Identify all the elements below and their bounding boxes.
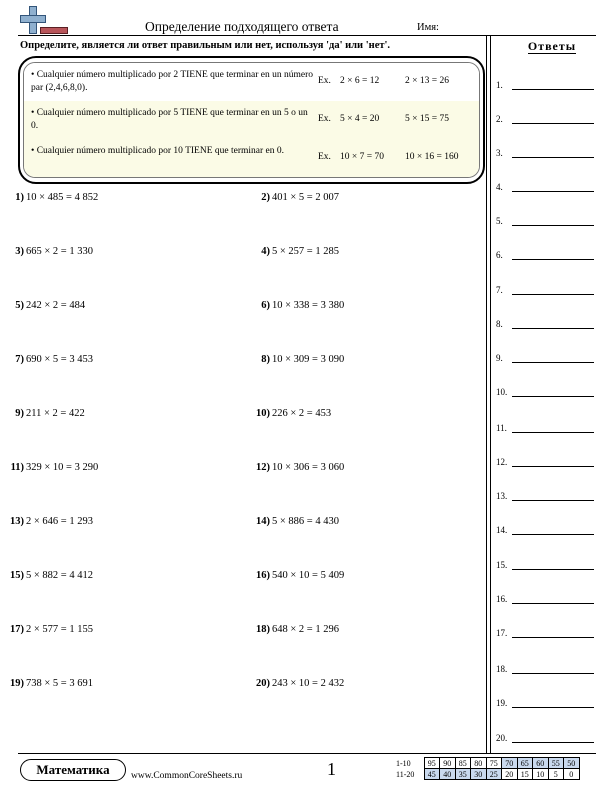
problem-number: 20) (256, 678, 270, 689)
answer-line[interactable] (496, 80, 596, 94)
answer-line[interactable] (496, 698, 596, 712)
score-cell: 95 (424, 758, 440, 769)
example-label: Ex. (318, 76, 331, 86)
score-cell: 85 (455, 758, 471, 769)
score-cell: 0 (564, 769, 580, 780)
problem-expression: 648 × 2 = 1 296 (272, 624, 339, 635)
problem-number: 17) (10, 624, 24, 635)
problem-expression: 243 × 10 = 2 432 (272, 678, 345, 689)
answer-number: 12. (496, 457, 508, 467)
problem-expression: 540 × 10 = 5 409 (272, 570, 345, 581)
problem-expression: 5 × 257 = 1 285 (272, 246, 339, 257)
answers-title (492, 39, 612, 54)
answer-number: 9. (496, 353, 503, 363)
answer-line[interactable] (496, 319, 596, 333)
score-cell: 65 (517, 758, 533, 769)
answer-blank[interactable] (512, 466, 594, 467)
answer-blank[interactable] (512, 603, 594, 604)
answer-blank[interactable] (512, 157, 594, 158)
problem-number: 2) (261, 192, 270, 203)
problem-number: 8) (261, 354, 270, 365)
answer-line[interactable] (496, 387, 596, 401)
answer-blank[interactable] (512, 569, 594, 570)
worksheet-title: Определение подходящего ответа (145, 19, 339, 34)
answer-blank[interactable] (512, 89, 594, 90)
problem-expression: 690 × 5 = 3 453 (26, 354, 93, 365)
problem-expression: 10 × 306 = 3 060 (272, 462, 345, 473)
answer-number: 10. (496, 387, 508, 397)
score-cell: 75 (486, 758, 502, 769)
answer-blank[interactable] (512, 294, 594, 295)
answer-blank[interactable] (512, 673, 594, 674)
example-label: Ex. (318, 114, 331, 124)
answer-blank[interactable] (512, 432, 594, 433)
problem-number: 11) (10, 462, 24, 473)
answer-blank[interactable] (512, 396, 594, 397)
problem-expression: 10 × 338 = 3 380 (272, 300, 345, 311)
answer-blank[interactable] (512, 742, 594, 743)
answer-number: 11. (496, 423, 507, 433)
example-1: 2 × 6 = 12 (340, 76, 380, 86)
answer-number: 15. (496, 560, 508, 570)
brand-badge: Математика (20, 759, 126, 781)
bottom-divider (18, 753, 596, 754)
answer-line[interactable] (496, 733, 596, 747)
problem-number: 16) (256, 570, 270, 581)
score-cell: 60 (533, 758, 549, 769)
answer-column-divider (486, 35, 487, 753)
answer-number: 5. (496, 216, 503, 226)
rules-box (23, 62, 480, 178)
score-row (396, 769, 579, 780)
top-divider (18, 35, 596, 36)
answer-line[interactable] (496, 423, 596, 437)
problem-expression: 5 × 886 = 4 430 (272, 516, 339, 527)
problem-expression: 5 × 882 = 4 412 (26, 570, 93, 581)
score-cell: 70 (502, 758, 518, 769)
problem-number: 19) (10, 678, 24, 689)
problem-number: 18) (256, 624, 270, 635)
score-cell: 35 (455, 769, 471, 780)
site-url: www.CommonCoreSheets.ru (131, 771, 243, 781)
plus-icon-horizontal (20, 15, 46, 23)
answer-number: 19. (496, 698, 508, 708)
problem-number: 12) (256, 462, 270, 473)
score-cell: 50 (564, 758, 580, 769)
problem-expression: 10 × 309 = 3 090 (272, 354, 345, 365)
problem-number: 13) (10, 516, 24, 527)
problem-number: 14) (256, 516, 270, 527)
problem-expression: 226 × 2 = 453 (272, 408, 332, 419)
answer-number: 7. (496, 285, 503, 295)
problem-number: 4) (261, 246, 270, 257)
answer-number: 2. (496, 114, 503, 124)
answer-line[interactable] (496, 353, 596, 367)
problem-number: 6) (261, 300, 270, 311)
answer-line[interactable] (496, 182, 596, 196)
score-row (396, 758, 579, 769)
answer-blank[interactable] (512, 534, 594, 535)
answer-line[interactable] (496, 148, 596, 162)
example-1: 10 × 7 = 70 (340, 152, 384, 162)
answer-blank[interactable] (512, 259, 594, 260)
problem-number: 10) (256, 408, 270, 419)
example-1: 5 × 4 = 20 (340, 114, 380, 124)
answer-line[interactable] (496, 491, 596, 505)
rule-row (24, 101, 479, 139)
problem-expression: 738 × 5 = 3 691 (26, 678, 93, 689)
answer-number: 6. (496, 250, 503, 260)
answer-number: 16. (496, 594, 508, 604)
score-cell: 20 (502, 769, 518, 780)
answer-line[interactable] (496, 594, 596, 608)
problem-expression: 665 × 2 = 1 330 (26, 246, 93, 257)
rule-text: • Cualquier número multiplicado por 10 TIENE que terminar en 0. (31, 146, 284, 156)
score-row-label: 1-10 (396, 758, 411, 768)
answer-number: 3. (496, 148, 503, 158)
example-2: 2 × 13 = 26 (405, 76, 449, 86)
example-2: 10 × 16 = 160 (405, 152, 459, 162)
answer-blank[interactable] (512, 362, 594, 363)
rule-text: • Cualquier número multiplicado por 5 TIENE que terminar en un 5 o un 0. (31, 108, 308, 131)
problem-number: 3) (15, 246, 24, 257)
minus-bar-icon (40, 27, 68, 34)
answer-number: 18. (496, 664, 508, 674)
score-cell: 80 (471, 758, 487, 769)
problem-expression: 2 × 577 = 1 155 (26, 624, 93, 635)
score-cell: 5 (548, 769, 564, 780)
score-cell: 10 (533, 769, 549, 780)
answer-blank[interactable] (512, 225, 594, 226)
score-table (396, 757, 580, 780)
example-2: 5 × 15 = 75 (405, 114, 449, 124)
name-label: Имя: (417, 22, 439, 33)
answer-line[interactable] (496, 114, 596, 128)
score-row-label: 11-20 (396, 769, 415, 779)
score-cell: 15 (517, 769, 533, 780)
score-cell: 90 (440, 758, 456, 769)
answer-blank[interactable] (512, 707, 594, 708)
answer-line[interactable] (496, 560, 596, 574)
answers-title-text: Ответы (527, 39, 577, 53)
answer-blank[interactable] (512, 191, 594, 192)
answer-line[interactable] (496, 216, 596, 230)
answer-line[interactable] (496, 250, 596, 264)
page-number: 1 (327, 759, 336, 779)
rule-row (24, 139, 479, 177)
problem-number: 7) (15, 354, 24, 365)
score-cell: 25 (486, 769, 502, 780)
score-cell: 30 (471, 769, 487, 780)
answer-number: 17. (496, 628, 508, 638)
problem-expression: 2 × 646 = 1 293 (26, 516, 93, 527)
problem-expression: 10 × 485 = 4 852 (26, 192, 99, 203)
instruction-text: Определите, является ли ответ правильным или нет, используя 'да' или 'нет'. (20, 40, 391, 51)
answer-number: 20. (496, 733, 508, 743)
answer-line[interactable] (496, 285, 596, 299)
problem-expression: 242 × 2 = 484 (26, 300, 86, 311)
problem-expression: 329 × 10 = 3 290 (26, 462, 99, 473)
score-cell: 45 (424, 769, 440, 780)
problem-number: 15) (10, 570, 24, 581)
answer-line[interactable] (496, 525, 596, 539)
score-cell: 55 (548, 758, 564, 769)
score-cell: 40 (440, 769, 456, 780)
answer-line[interactable] (496, 664, 596, 678)
answer-blank[interactable] (512, 123, 594, 124)
answer-line[interactable] (496, 457, 596, 471)
answer-column-divider-inner (490, 35, 491, 753)
answer-blank[interactable] (512, 500, 594, 501)
problem-expression: 211 × 2 = 422 (26, 408, 85, 419)
problem-number: 5) (15, 300, 24, 311)
answer-blank[interactable] (512, 328, 594, 329)
answer-blank[interactable] (512, 637, 594, 638)
problem-number: 1) (15, 192, 24, 203)
answer-number: 14. (496, 525, 508, 535)
answer-number: 13. (496, 491, 508, 501)
rule-row (24, 63, 479, 101)
rule-text: • Cualquier número multiplicado por 2 TIENE que terminar en un número par (2,4,6,8,0). (31, 70, 314, 93)
answer-number: 4. (496, 182, 503, 192)
problem-expression: 401 × 5 = 2 007 (272, 192, 339, 203)
example-label: Ex. (318, 152, 331, 162)
answer-line[interactable] (496, 628, 596, 642)
site-logo (20, 6, 70, 38)
answer-number: 8. (496, 319, 503, 329)
problem-number: 9) (15, 408, 24, 419)
answer-number: 1. (496, 80, 503, 90)
